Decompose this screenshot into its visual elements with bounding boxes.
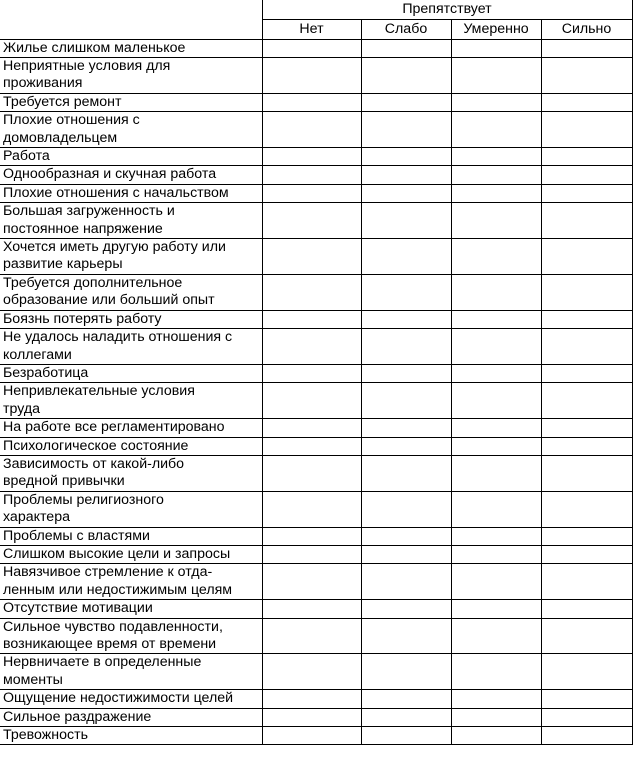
row-label-line: Навязчивое стремление к отда-	[3, 564, 213, 581]
answer-cell-strong[interactable]	[541, 166, 632, 184]
answer-cell-moderate[interactable]	[451, 618, 541, 654]
answer-cell-moderate[interactable]	[451, 310, 541, 328]
table-row	[0, 148, 632, 166]
row-label-line: проживания	[3, 75, 83, 92]
row-label-line: Тревожность	[3, 727, 88, 744]
answer-cell-weak[interactable]	[361, 166, 451, 184]
row-label-line: Работа	[3, 148, 50, 165]
answer-cell-strong[interactable]	[541, 93, 632, 111]
row-label-line: Проблемы с властями	[3, 527, 150, 544]
answer-cell-strong[interactable]	[541, 455, 632, 491]
answer-cell-weak[interactable]	[361, 690, 451, 708]
answer-cell-moderate[interactable]	[451, 654, 541, 690]
row-label-line: возникающее время от времени	[3, 636, 217, 652]
row-label	[0, 329, 262, 365]
table-row	[0, 708, 632, 726]
answer-cell-none[interactable]	[262, 654, 361, 690]
answer-cell-moderate[interactable]	[451, 274, 541, 310]
answer-cell-moderate[interactable]	[451, 329, 541, 365]
answer-cell-strong[interactable]	[541, 329, 632, 365]
table-row	[0, 329, 632, 365]
row-label-line: моменты	[3, 671, 63, 688]
answer-cell-none[interactable]	[262, 600, 361, 618]
answer-cell-moderate[interactable]	[451, 419, 541, 437]
answer-cell-none[interactable]	[262, 203, 361, 239]
answer-cell-none[interactable]	[262, 239, 361, 275]
empty-header-cell	[0, 0, 262, 39]
answer-cell-weak[interactable]	[361, 203, 451, 239]
table-row	[0, 239, 632, 275]
row-label-line: Сильное раздражение	[3, 708, 152, 725]
table-row	[0, 455, 632, 491]
answer-cell-strong[interactable]	[541, 564, 632, 600]
answer-cell-strong[interactable]	[541, 727, 632, 745]
answer-cell-moderate[interactable]	[451, 708, 541, 726]
answer-cell-weak[interactable]	[361, 437, 451, 455]
row-label-line: Неприятные условия для	[3, 58, 171, 74]
answer-cell-none[interactable]	[262, 39, 361, 57]
answer-cell-none[interactable]	[262, 491, 361, 527]
answer-cell-strong[interactable]	[541, 112, 632, 148]
table-row	[0, 727, 632, 745]
row-label	[0, 364, 262, 382]
table-row	[0, 364, 632, 382]
row-label	[0, 383, 262, 419]
answer-cell-weak[interactable]	[361, 727, 451, 745]
row-label	[0, 690, 262, 708]
row-label	[0, 437, 262, 455]
answer-cell-moderate[interactable]	[451, 112, 541, 148]
table-row	[0, 39, 632, 57]
answer-cell-moderate[interactable]	[451, 184, 541, 202]
answer-cell-strong[interactable]	[541, 527, 632, 545]
column-header-moderate: Умеренно	[451, 19, 541, 39]
answer-cell-none[interactable]	[262, 708, 361, 726]
answer-cell-strong[interactable]	[541, 654, 632, 690]
row-label-line: Не удалось наладить отношения с	[3, 329, 233, 346]
row-label	[0, 527, 262, 545]
answer-cell-strong[interactable]	[541, 310, 632, 328]
answer-cell-weak[interactable]	[361, 239, 451, 275]
table-row	[0, 654, 632, 690]
answer-cell-none[interactable]	[262, 564, 361, 600]
row-label-line: На работе все регламентировано	[3, 419, 225, 436]
answer-cell-weak[interactable]	[361, 274, 451, 310]
answer-cell-none[interactable]	[262, 437, 361, 455]
row-label	[0, 39, 262, 57]
row-label	[0, 148, 262, 166]
row-label-line: образование или больший опыт	[3, 292, 215, 309]
answer-cell-weak[interactable]	[361, 383, 451, 419]
row-label-line: труда	[3, 400, 41, 417]
answer-cell-strong[interactable]	[541, 274, 632, 310]
answer-cell-moderate[interactable]	[451, 600, 541, 618]
row-label	[0, 93, 262, 111]
answer-cell-weak[interactable]	[361, 184, 451, 202]
row-label	[0, 564, 262, 600]
answer-cell-moderate[interactable]	[451, 491, 541, 527]
answer-cell-none[interactable]	[262, 112, 361, 148]
answer-cell-none[interactable]	[262, 545, 361, 563]
answer-cell-weak[interactable]	[361, 527, 451, 545]
answer-cell-strong[interactable]	[541, 58, 632, 94]
table-row	[0, 545, 632, 563]
table-row	[0, 491, 632, 527]
row-label	[0, 708, 262, 726]
table-row	[0, 166, 632, 184]
row-label-line: постоянное напряжение	[3, 220, 163, 237]
row-label-line: Хочется иметь другую работу или	[3, 239, 226, 256]
row-label	[0, 112, 262, 148]
row-label	[0, 310, 262, 328]
answer-cell-none[interactable]	[262, 310, 361, 328]
row-label	[0, 184, 262, 202]
answer-cell-strong[interactable]	[541, 545, 632, 563]
table-row	[0, 112, 632, 148]
answer-cell-none[interactable]	[262, 364, 361, 382]
answer-cell-weak[interactable]	[361, 364, 451, 382]
row-label-line: Жилье слишком маленькое	[3, 39, 186, 56]
row-label-line: Непривлекательные условия	[3, 383, 195, 400]
answer-cell-moderate[interactable]	[451, 455, 541, 491]
row-label-line: Отсутствие мотивации	[3, 600, 153, 617]
answer-cell-none[interactable]	[262, 419, 361, 437]
table-row	[0, 437, 632, 455]
row-label	[0, 455, 262, 491]
answer-cell-moderate[interactable]	[451, 148, 541, 166]
answer-cell-strong[interactable]	[541, 39, 632, 57]
row-label	[0, 166, 262, 184]
row-label-line: Безработица	[3, 364, 89, 381]
row-label	[0, 600, 262, 618]
answer-cell-none[interactable]	[262, 93, 361, 111]
answer-cell-none[interactable]	[262, 274, 361, 310]
answer-cell-moderate[interactable]	[451, 527, 541, 545]
group-header: Препятствует	[262, 0, 632, 19]
answer-cell-weak[interactable]	[361, 58, 451, 94]
answer-cell-weak[interactable]	[361, 491, 451, 527]
row-label-line: Плохие отношения с начальством	[3, 184, 229, 201]
row-label	[0, 419, 262, 437]
row-label	[0, 239, 262, 275]
table-row	[0, 310, 632, 328]
answer-cell-strong[interactable]	[541, 148, 632, 166]
answer-cell-weak[interactable]	[361, 148, 451, 166]
row-label-line: Требуется дополнительное	[3, 274, 183, 291]
answer-cell-strong[interactable]	[541, 383, 632, 419]
answer-cell-none[interactable]	[262, 690, 361, 708]
answer-cell-none[interactable]	[262, 58, 361, 94]
row-label-line: коллегами	[3, 346, 72, 363]
answer-cell-moderate[interactable]	[451, 239, 541, 275]
table-row	[0, 618, 632, 654]
answer-cell-moderate[interactable]	[451, 564, 541, 600]
column-header-none: Нет	[262, 19, 361, 39]
table-row	[0, 564, 632, 600]
row-label	[0, 727, 262, 745]
answer-cell-none[interactable]	[262, 527, 361, 545]
table-row	[0, 690, 632, 708]
table-row	[0, 274, 632, 310]
column-header-weak: Слабо	[361, 19, 451, 39]
answer-cell-moderate[interactable]	[451, 437, 541, 455]
answer-cell-moderate[interactable]	[451, 545, 541, 563]
answer-cell-none[interactable]	[262, 383, 361, 419]
row-label-line: Ощущение недостижимости целей	[3, 690, 234, 707]
answer-cell-strong[interactable]	[541, 203, 632, 239]
table-row	[0, 203, 632, 239]
table-row	[0, 184, 632, 202]
answer-cell-strong[interactable]	[541, 184, 632, 202]
answer-cell-moderate[interactable]	[451, 39, 541, 57]
answer-cell-none[interactable]	[262, 455, 361, 491]
answer-cell-moderate[interactable]	[451, 166, 541, 184]
answer-cell-moderate[interactable]	[451, 727, 541, 745]
answer-cell-weak[interactable]	[361, 545, 451, 563]
answer-cell-weak[interactable]	[361, 455, 451, 491]
row-label-line: домовладельцем	[3, 129, 118, 146]
answer-cell-weak[interactable]	[361, 564, 451, 600]
answer-cell-strong[interactable]	[541, 491, 632, 527]
row-label	[0, 491, 262, 527]
answer-cell-strong[interactable]	[541, 708, 632, 726]
table-row	[0, 58, 632, 94]
table-row	[0, 527, 632, 545]
answer-cell-weak[interactable]	[361, 618, 451, 654]
row-label-line: Однообразная и скучная работа	[3, 166, 217, 183]
row-label	[0, 618, 262, 654]
row-label-line: Психологическое состояние	[3, 437, 189, 454]
answer-cell-strong[interactable]	[541, 437, 632, 455]
row-label-line: развитие карьеры	[3, 256, 123, 273]
answer-cell-weak[interactable]	[361, 600, 451, 618]
answer-cell-none[interactable]	[262, 727, 361, 745]
answer-cell-strong[interactable]	[541, 600, 632, 618]
row-label	[0, 654, 262, 690]
row-label-line: характера	[3, 509, 70, 526]
answer-cell-none[interactable]	[262, 329, 361, 365]
row-label-line: Слишком высокие цели и запросы	[3, 545, 231, 562]
answer-cell-weak[interactable]	[361, 112, 451, 148]
answer-cell-weak[interactable]	[361, 310, 451, 328]
answer-cell-moderate[interactable]	[451, 93, 541, 111]
row-label	[0, 58, 262, 94]
answer-cell-moderate[interactable]	[451, 383, 541, 419]
row-label-line: Плохие отношения с	[3, 112, 140, 129]
row-label-line: Проблемы религиозного	[3, 491, 164, 508]
answer-cell-weak[interactable]	[361, 708, 451, 726]
row-label-line: Требуется ремонт	[3, 93, 122, 110]
column-header-strong: Сильно	[541, 19, 632, 39]
row-label-line: Нервничаете в определенные	[3, 654, 202, 671]
answer-cell-moderate[interactable]	[451, 203, 541, 239]
table-row	[0, 383, 632, 419]
answer-cell-none[interactable]	[262, 148, 361, 166]
row-label-line: Зависимость от какой-либо	[3, 455, 185, 472]
row-label	[0, 203, 262, 239]
row-label-line: Сильное чувство подавленности,	[3, 618, 223, 635]
answer-cell-weak[interactable]	[361, 39, 451, 57]
row-label-line: Большая загруженность и	[3, 203, 175, 220]
answer-cell-none[interactable]	[262, 166, 361, 184]
table-row	[0, 600, 632, 618]
answer-cell-weak[interactable]	[361, 93, 451, 111]
answer-cell-none[interactable]	[262, 618, 361, 654]
answer-cell-none[interactable]	[262, 184, 361, 202]
row-label	[0, 274, 262, 310]
answer-cell-weak[interactable]	[361, 419, 451, 437]
answer-cell-strong[interactable]	[541, 690, 632, 708]
row-label-line: Боязнь потерять работу	[3, 310, 162, 327]
answer-cell-weak[interactable]	[361, 329, 451, 365]
table-row	[0, 93, 632, 111]
row-label	[0, 545, 262, 563]
answer-cell-strong[interactable]	[541, 618, 632, 654]
answer-cell-moderate[interactable]	[451, 58, 541, 94]
row-label-line: ленным или недостижимым целям	[3, 581, 233, 598]
table-row	[0, 419, 632, 437]
answer-cell-moderate[interactable]	[451, 364, 541, 382]
answer-cell-weak[interactable]	[361, 654, 451, 690]
answer-cell-strong[interactable]	[541, 364, 632, 382]
answer-cell-moderate[interactable]	[451, 690, 541, 708]
answer-cell-strong[interactable]	[541, 239, 632, 275]
answer-cell-strong[interactable]	[541, 419, 632, 437]
row-label-line: вредной привычки	[3, 473, 125, 490]
